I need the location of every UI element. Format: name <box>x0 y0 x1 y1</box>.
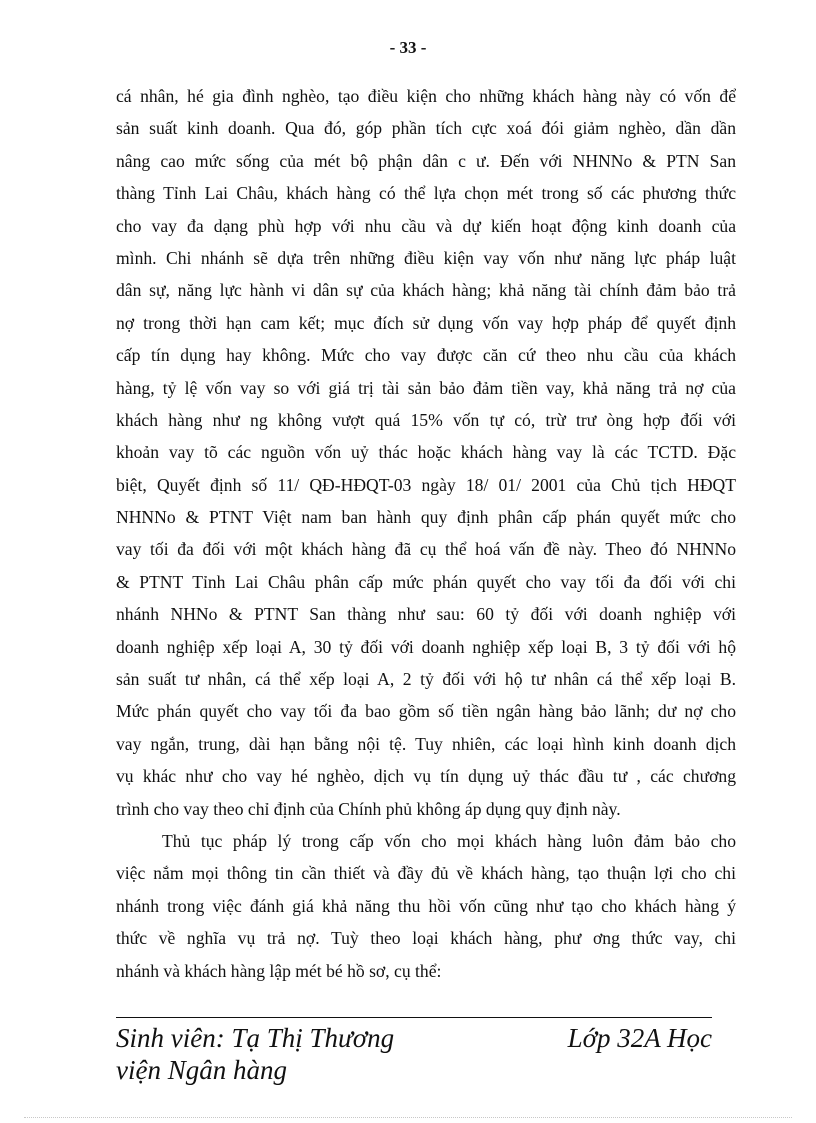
text-line: vay tối đa đối với một khách hàng đã cụ thể hoá vấn đề này. Theo đó NHNNo <box>116 539 736 560</box>
page-number: - 33 - <box>389 38 427 57</box>
paragraph-first-line: Thủ tục pháp lý trong cấp vốn cho mọi khách hàng luôn đảm bảo cho <box>162 830 736 851</box>
text-line: nhánh NHNo & PTNT San thàng như sau: 60 tỷ đối với doanh nghiệp với <box>116 604 736 625</box>
text-line: khách hàng như ng không vượt quá 15% vốn tự có, trừ trư òng hợp đối với <box>116 409 736 430</box>
text-line: sản suất tư nhân, cá thể xếp loại A, 2 tỷ đối với hộ tư nhân cá thể xếp loại B. <box>116 669 736 690</box>
text-line: sản suất kinh doanh. Qua đó, góp phần tích cực xoá đói giảm nghèo, dần dần <box>116 118 736 139</box>
text-line: hàng, tỷ lệ vốn vay so với giá trị tài sản bảo đảm tiền vay, khả năng trả nợ của <box>116 377 736 398</box>
text-line: cá nhân, hé gia đình nghèo, tạo điều kiện cho những khách hàng này có vốn để <box>116 86 736 106</box>
footer-school: viện Ngân hàng <box>116 1055 287 1085</box>
text-line: cho vay đa dạng phù hợp với nhu cầu và dự kiến hoạt động kinh doanh của <box>116 215 736 236</box>
text-line: NHNNo & PTNT Việt nam ban hành quy định phân cấp phán quyết mức cho <box>116 507 736 528</box>
footer-divider <box>116 1017 712 1018</box>
text-line: nhánh trong việc đánh giá khả năng thu hồi vốn cũng như tạo cho khách hàng ý <box>116 895 736 916</box>
text-line: thức về nghĩa vụ trả nợ. Tuỳ theo loại khách hàng, phư ơng thức vay, chi <box>116 928 736 949</box>
text-line: doanh nghiệp xếp loại A, 30 tỷ đối với doanh nghiệp xếp loại B, 3 tỷ đối với hộ <box>116 636 736 657</box>
text-line: nợ trong thời hạn cam kết; mục đích sử dụng vốn vay hợp pháp để quyết định <box>116 312 736 333</box>
text-line: nâng cao mức sống của mét bộ phận dân c ư. Đến với NHNNo & PTN San <box>116 150 736 171</box>
text-line: mình. Chi nhánh sẽ dựa trên những điều kiện vay vốn như năng lực pháp luật <box>116 247 736 268</box>
text-line: Mức phán quyết cho vay tối đa bao gồm số tiền ngân hàng bảo lãnh; dư nợ cho <box>116 701 736 722</box>
text-line: vay ngắn, trung, dài hạn bằng nội tệ. Tuy nhiên, các loại hình kinh doanh dịch <box>116 733 736 754</box>
text-line: khoản vay tõ các nguồn vốn uỷ thác hoặc khách hàng vay là các TCTD. Đặc <box>116 442 736 463</box>
text-line: trình cho vay theo chỉ định của Chính phủ không áp dụng quy định này. <box>116 798 621 819</box>
text-line: vụ khác như cho vay hé nghèo, dịch vụ tín dụng uỷ thác đầu tư , các chương <box>116 766 736 787</box>
text-line: dân sự, năng lực hành vi dân sự của khách hàng; khả năng tài chính đảm bảo trả <box>116 280 736 301</box>
text-line: việc nắm mọi thông tin cần thiết và đầy đủ về khách hàng, tạo thuận lợi cho chi <box>116 863 736 884</box>
text-line: nhánh và khách hàng lập mét bé hồ sơ, cụ thể: <box>116 960 442 981</box>
page-bottom-border <box>24 1117 792 1118</box>
footer-class: Lớp 32A Học <box>567 1023 712 1053</box>
text-line: & PTNT Tỉnh Lai Châu phân cấp mức phán quyết cho vay tối đa đối với chi <box>116 571 736 592</box>
footer <box>116 1022 712 1086</box>
text-line: cấp tín dụng hay không. Mức cho vay được căn cứ theo nhu cầu của khách <box>116 345 736 366</box>
footer-student-name: Sinh viên: Tạ Thị Thương <box>116 1023 395 1053</box>
body-text <box>116 80 736 987</box>
text-line: thàng Tỉnh Lai Châu, khách hàng có thể lựa chọn mét trong số các phương thức <box>116 183 736 204</box>
text-line: biệt, Quyết định số 11/ QĐ-HĐQT-03 ngày 18/ 01/ 2001 của Chủ tịch HĐQT <box>116 474 736 495</box>
